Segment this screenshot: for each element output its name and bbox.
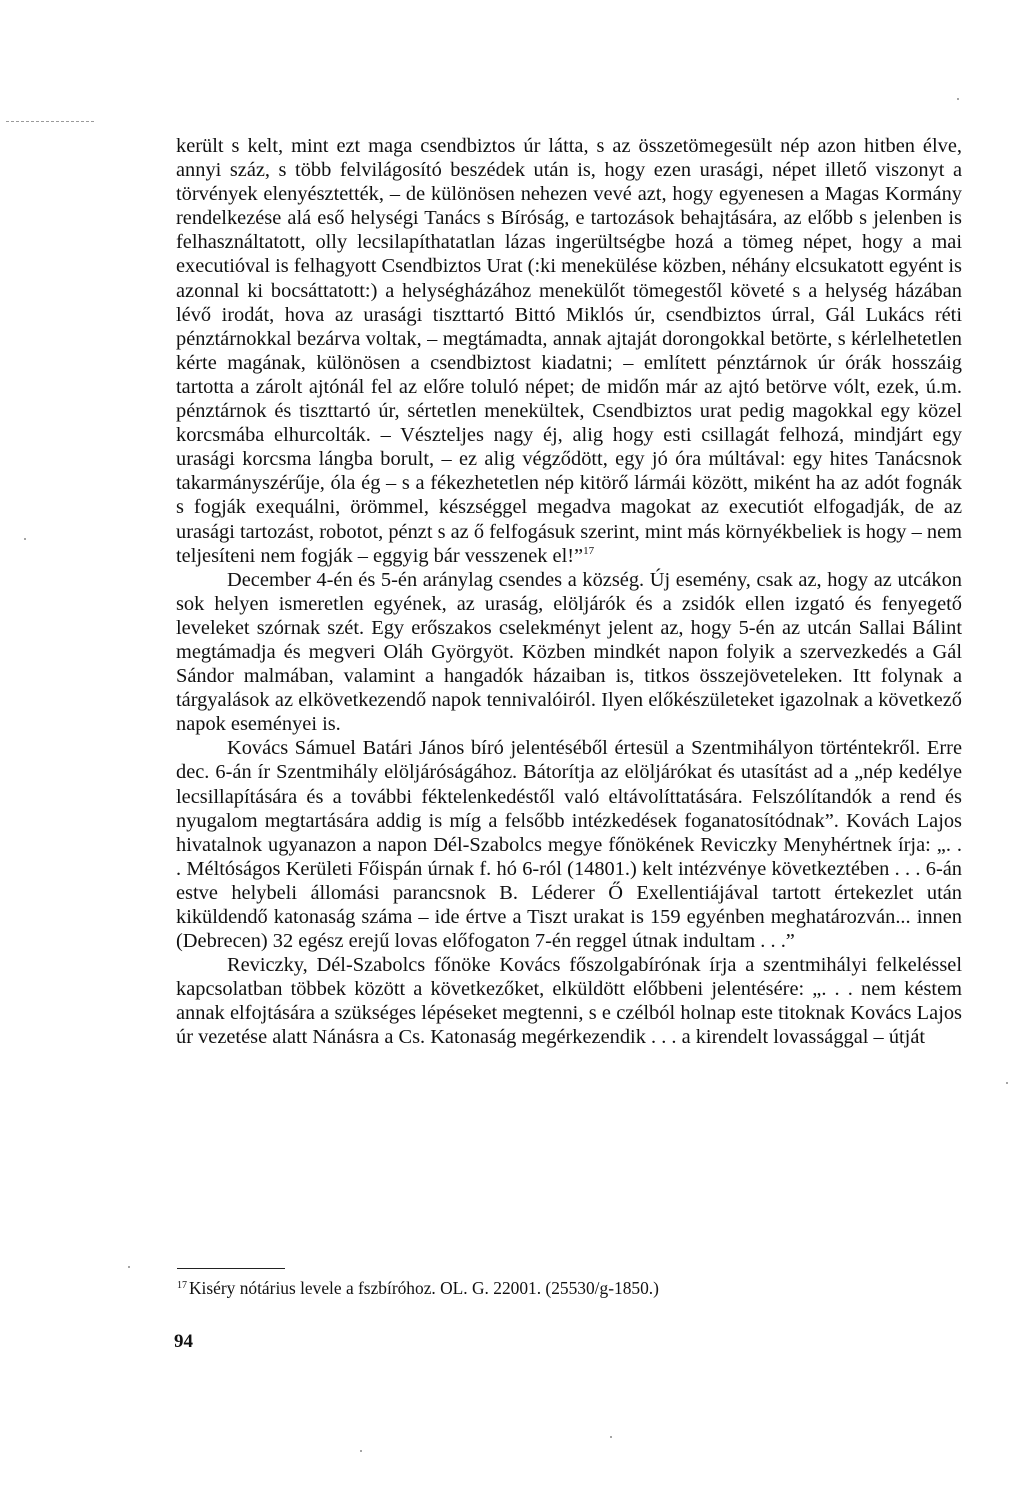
scan-speck [957,98,959,100]
scan-speck [24,538,26,540]
footnote-divider [177,1268,285,1269]
page-number: 94 [174,1331,193,1352]
body-text [176,134,962,1050]
paragraph-3: Kovács Sámuel Batári János bíró jelentéséből értesül a Szentmihályon történtekről. Erre dec. 6-án ír Szentmihály elöljáróságához. Bátorítja az elöljárókat és utasítást ad a „nép kedélye lecsillapítására és a további féktelenkedéstől való eltávolíttatására. Felszólítandók a rend és nyugalom megtartására addig is míg a felsőbb intézkedések foganatosítódnak”. Kovách Lajos hivatalnok ugyanazon a napon Dél-Szabolcs megye főnökének Reviczky Menyhértnek írja: „. . . Méltóságos Kerületi Főispán úrnak f. hó 6-ról (14801.) kelt intézvénye következtében . . . 6-án estve helybeli állomási parancsnok B. Léderer Ő Exellentiájával tartott értekezlet után kiküldendő katonaság száma – ide értve a Tiszt urakat is 159 egyénben meghatározván... innen (Debrecen) 32 egész erejű lovas előfogaton 7-én reggel útnak indultam . . .” [176,737,962,953]
paragraph-1-text: került s kelt, mint ezt maga csendbiztos úr látta, s az összetömegesült nép azon hitben élve, annyi száz, s több felvilágosító beszédek után is, hogy ezen urasági, népet illető viszonyt a törvények elenyésztették, – de különösen nehezen vevé azt, hogy egyenesen a Magas Kormány rendelkezése alá eső helységi Tanács s Bíróság, e tartozások behajtására, az előbb s jelenben is felhasználtatott, olly lecsilapíthatatlan lázas ingerültségbe hozá a tömeg népet, hogy a mai executióval is felhagyott Csendbiztos Urat (:ki menekülése közben, néhány elcsukatott egyént is azonnal ki bocsáttatott:) a helységházához menekülőt tömegestől követé s a helység házában lévő irodát, hova az urasági tiszttartó Bittó Miklós úr, csendbiztos úrral, Gál Lukács réti pénztárnokkal bezárva voltak, – megtámadta, annak ajtaját dorongokkal betörte, s kérlelhetetlen kérte magának, különösen a csendbiztost kiadatni; – említett pénztárnok úr órák hosszáig tartotta a zárolt ajtónál fel az előre toluló népet; de midőn már az ajtó betörve vólt, ezek, ú.m. pénztárnok és tiszttartó úr, sértetlen menekültek, Csendbiztos urat pedig magokkal egy közel korcsmába elhurcolták. – Vészteljes nagy éj, alig hogy esti csillagát felhozá, mindjárt egy urasági korcsma lángba borult, – ez alig végződött, egy jó óra múltával: egy hites Tanácsnok takarmányszérűje, óla ég – s a fékezhetetlen nép kitörő lármái között, miként ha az adót fognák s fogják exequálni, örömmel, készséggel megadva magokat az executiót elfogadják, de az urasági tartozást, robotot, pénzt s az ő felfogásuk szerint, mint más környékbeliek is hogy – nem teljesíteni nem fogják – eggyig bár vesszenek el!” [176,135,962,567]
footnote-number: 17 [177,1280,187,1291]
scan-speck [128,1266,130,1268]
footnote-reference: 17 [583,544,595,557]
footnote [177,1277,963,1299]
paragraph-1 [176,134,962,568]
paragraph-4: Reviczky, Dél-Szabolcs főnöke Kovács főszolgabírónak írja a szentmihályi felkeléssel kapcsolatban többek között a következőket, elküldött előbbeni jelentésére: „. . . nem késtem annak elfojtására a szükséges lépéseket megtenni, s e czélból holnap este titoknak Kovács Lajos úr vezetése alatt Nánásra a Cs. Katonaság megérkezendik . . . a kirendelt lovassággal – útját [176,954,962,1049]
scan-speck [1006,1082,1008,1084]
footnote-text: Kiséry nótárius levele a fszbíróhoz. OL. G. 22001. (25530/g-1850.) [189,1278,659,1298]
scan-artifact-rule [6,121,94,122]
scan-speck [360,1450,362,1452]
paragraph-2: December 4-én és 5-én aránylag csendes a község. Új esemény, csak az, hogy az utcákon sok helyen ismeretlen egyének, az uraság, elöljárók és a zsidók ellen izgató és fenyegető leveleket szórnak szét. Egy erőszakos cselekményt jelent az, hogy 5-én az utcán Sallai Bálint megtámadja és megveri Oláh Györgyöt. Közben mindkét napon folyik a szervezkedés a Gál Sándor malmában, valamint a hangadók házaiban is, titkos összejöveteleken. Itt folynak a tárgyalások az elkövetkezendő napok tennivalóiról. Ilyen előkészületeket igazolnak a következő napok eseményei is. [176,568,962,736]
scan-speck [610,1436,612,1438]
